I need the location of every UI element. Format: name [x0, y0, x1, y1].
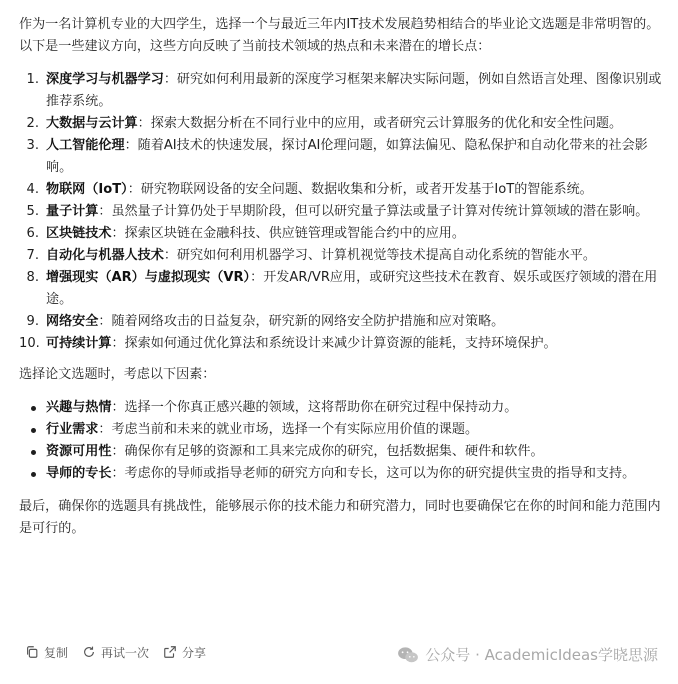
list-item: [19, 419, 663, 441]
item-title: 人工智能伦理: [46, 138, 125, 153]
share-label: 分享: [182, 645, 207, 660]
item-number: 10.: [19, 336, 40, 351]
item-text: ：随着AI技术的快速发展，探讨AI伦理问题，如算法偏见、隐私保护和自动化带来的社会影响。: [46, 138, 648, 175]
factor-title: 兴趣与热情: [46, 400, 112, 415]
item-number: 2.: [26, 116, 39, 131]
watermark-text: 公众号 · AcademicIdeas学晓思源: [425, 646, 658, 664]
item-number: 6.: [26, 226, 39, 241]
response-content: [19, 14, 663, 540]
item-text: ：研究如何利用机器学习、计算机视觉等技术提高自动化系统的智能水平。: [163, 248, 596, 263]
item-number: 4.: [26, 182, 39, 197]
list-item: [19, 179, 663, 201]
list-item: [19, 333, 663, 355]
list-item: [19, 113, 663, 135]
factor-text: ：考虑当前和未来的就业市场，选择一个有实际应用价值的课题。: [98, 422, 479, 437]
list-item: [19, 397, 663, 419]
item-text: ：随着网络攻击的日益复杂，研究新的网络安全防护措施和应对策略。: [98, 314, 505, 329]
item-text: ：研究如何利用最新的深度学习框架来解决实际问题，例如自然语言处理、图像识别或推荐系统。: [46, 72, 662, 109]
item-number: 5.: [26, 204, 39, 219]
copy-button[interactable]: [25, 644, 68, 661]
item-title: 量子计算: [46, 204, 99, 219]
factors-intro: 选择论文选题时，考虑以下因素：: [19, 367, 216, 382]
share-icon: [163, 645, 177, 659]
list-item: [19, 311, 663, 333]
list-item: [19, 201, 663, 223]
response-toolbar: [25, 642, 220, 662]
list-item: [19, 245, 663, 267]
item-number: 3.: [26, 138, 39, 153]
share-button[interactable]: [163, 644, 206, 661]
list-item: [19, 135, 663, 179]
factors-list: [19, 397, 663, 485]
directions-list: [19, 69, 663, 355]
item-number: 7.: [26, 248, 39, 263]
item-title: 自动化与机器人技术: [46, 248, 164, 263]
list-item: [19, 267, 663, 311]
wechat-icon: [397, 646, 419, 664]
factor-text: ：确保你有足够的资源和工具来完成你的研究，包括数据集、硬件和软件。: [111, 444, 544, 459]
factor-title: 导师的专长: [46, 466, 112, 481]
item-title: 网络安全: [46, 314, 99, 329]
item-title: 增强现实（AR）与虚拟现实（VR）: [46, 270, 251, 285]
item-title: 大数据与云计算: [46, 116, 138, 131]
list-item: [19, 463, 663, 485]
retry-button[interactable]: [82, 644, 149, 661]
list-item: [19, 69, 663, 113]
refresh-icon: [82, 645, 96, 659]
list-item: [19, 223, 663, 245]
item-text: ：探索如何通过优化算法和系统设计来减少计算资源的能耗，支持环境保护。: [111, 336, 557, 351]
item-number: 1.: [26, 72, 39, 87]
factor-text: ：选择一个你真正感兴趣的领域，这将帮助你在研究过程中保持动力。: [111, 400, 518, 415]
factor-text: ：考虑你的导师或指导老师的研究方向和专长，这可以为你的研究提供宝贵的指导和支持。: [111, 466, 636, 481]
item-title: 物联网（IoT）: [46, 182, 128, 197]
item-title: 区块链技术: [46, 226, 112, 241]
item-text: ：开发AR/VR应用，或研究这些技术在教育、娱乐或医疗领域的潜在用途。: [46, 270, 658, 307]
conclusion-paragraph: 最后，确保你的选题具有挑战性，能够展示你的技术能力和研究潜力，同时也要确保它在你的时间和能力范围内是可行的。: [19, 499, 661, 536]
item-title: 可持续计算: [46, 336, 112, 351]
item-text: ：研究物联网设备的安全问题、数据收集和分析，或者开发基于IoT的智能系统。: [127, 182, 593, 197]
copy-icon: [25, 645, 39, 659]
intro-paragraph: 作为一名计算机专业的大四学生，选择一个与最近三年内IT技术发展趋势相结合的毕业论文选题是非常明智的。以下是一些建议方向，这些方向反映了当前技术领域的热点和未来潜在的增长点：: [19, 17, 660, 54]
list-item: [19, 441, 663, 463]
factor-title: 资源可用性: [46, 444, 112, 459]
retry-label: 再试一次: [101, 645, 150, 660]
item-number: 9.: [26, 314, 39, 329]
item-text: ：探索区块链在金融科技、供应链管理或智能合约中的应用。: [111, 226, 465, 241]
factor-title: 行业需求: [46, 422, 99, 437]
item-number: 8.: [26, 270, 39, 285]
item-text: ：虽然量子计算仍处于早期阶段，但可以研究量子算法或量子计算对传统计算领域的潜在影响。: [98, 204, 649, 219]
watermark: [397, 644, 658, 665]
item-text: ：探索大数据分析在不同行业中的应用，或者研究云计算服务的优化和安全性问题。: [137, 116, 623, 131]
copy-label: 复制: [44, 645, 69, 660]
item-title: 深度学习与机器学习: [46, 72, 164, 87]
